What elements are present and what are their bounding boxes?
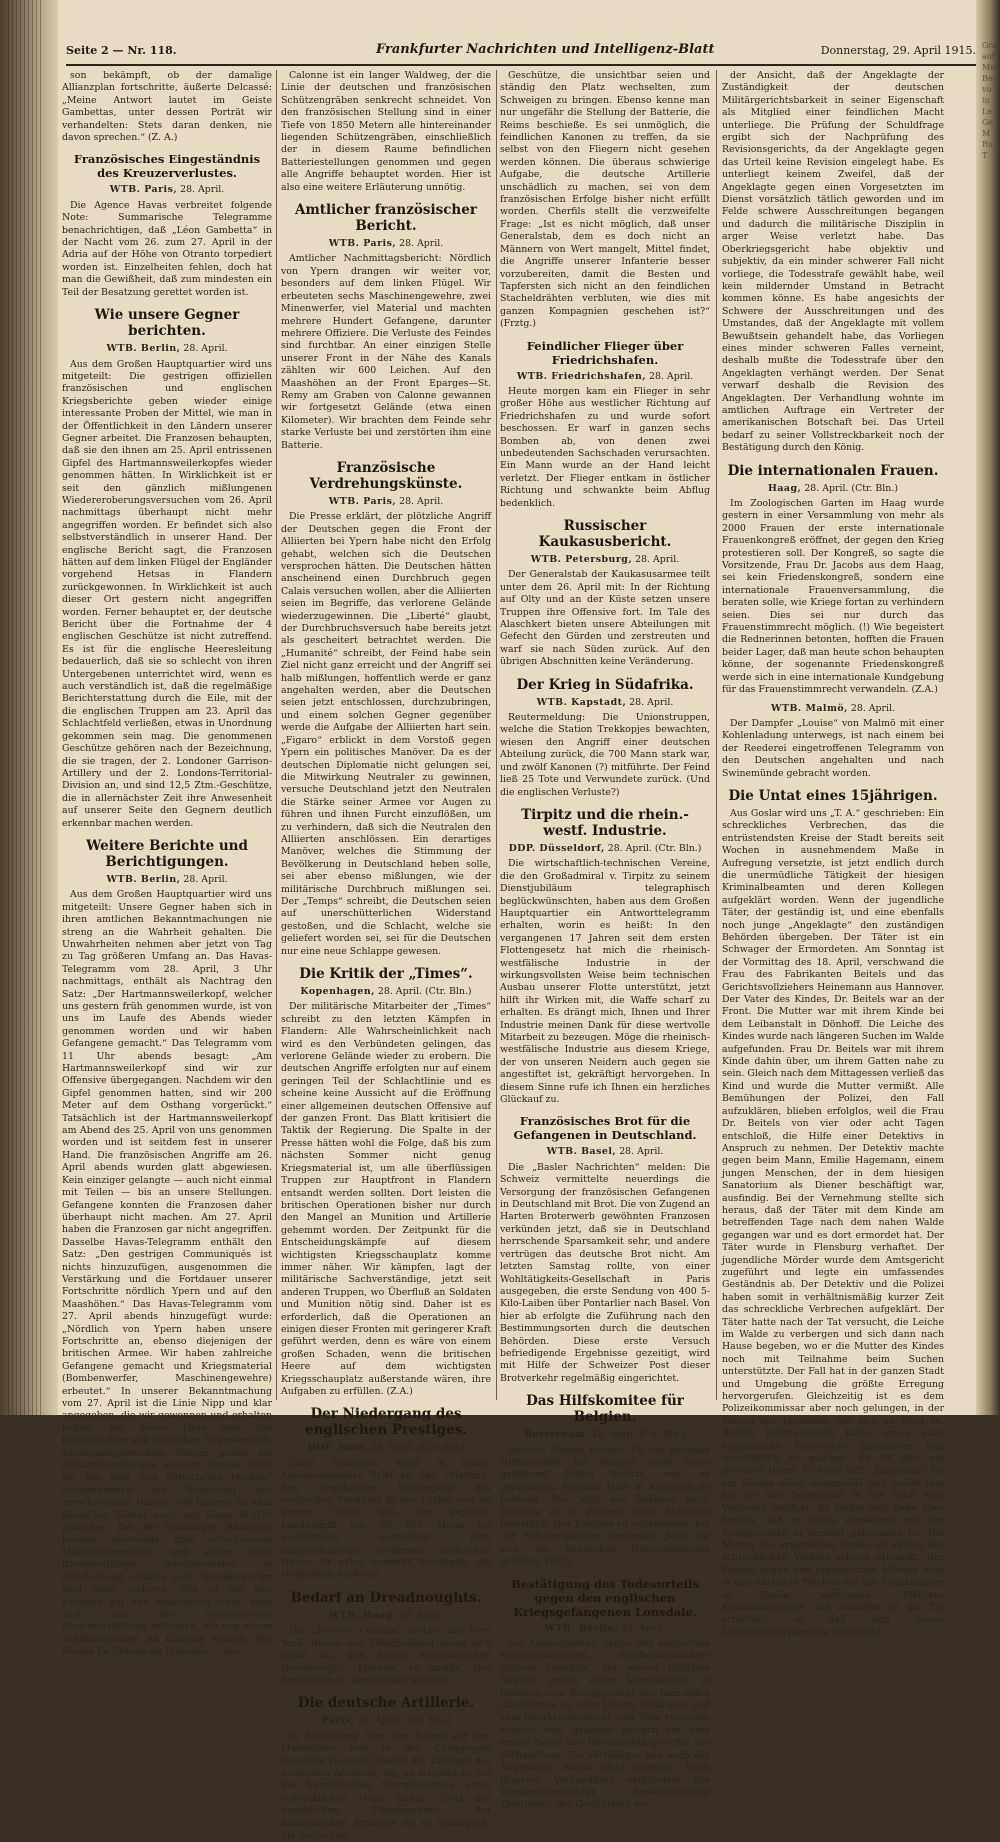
article-dateline bbox=[500, 1429, 710, 1441]
article-headline: Der Niedergang des englischen Prestiges. bbox=[305, 1406, 467, 1439]
article bbox=[281, 1590, 491, 1687]
page-number: Seite 2 — Nr. 118. bbox=[66, 44, 177, 57]
dateline-place: DDP. Düsseldorf, bbox=[508, 842, 605, 854]
article-dateline bbox=[500, 371, 710, 383]
article bbox=[62, 152, 272, 299]
article bbox=[500, 1393, 710, 1568]
article-dateline bbox=[281, 496, 491, 508]
article-headline: Der Krieg in Südafrika. bbox=[516, 676, 694, 693]
article-dateline bbox=[281, 1610, 491, 1622]
dateline-place: WTB. Berlin, bbox=[106, 873, 181, 885]
dateline-date: 28. April. bbox=[850, 702, 896, 714]
article bbox=[500, 339, 710, 510]
dateline-date: 28. April. (Ctr. Bln.) bbox=[377, 986, 472, 997]
article-body: son bekämpft, ob der damalige Allianzplan fortschritte, äußerte Delcassé: „Meine Antwort lautet im Geiste Gambettas, unter dessen Porträt wir verhandelten: Stets daran denken, nie davon sprechen.“ (Z. A.) bbox=[62, 70, 272, 144]
column-rule bbox=[276, 70, 277, 1400]
dateline-place: WTB. Berlin, bbox=[544, 1622, 619, 1634]
article-headline: Das Hilfskomitee für Belgien. bbox=[526, 1393, 684, 1426]
dateline-date: 28. April. (Ctr. Bln.) bbox=[607, 842, 702, 854]
adjacent-page-strip: Gra auf Mei Bei vo in Le Ge M Ru T bbox=[982, 41, 998, 160]
article-headline: Die Kritik der „Times“. bbox=[299, 966, 473, 982]
article-headline: Französisches Brot für die Gefangenen in Deutschland. bbox=[513, 1114, 697, 1143]
article bbox=[62, 307, 272, 830]
article-body: Amtlicher Nachmittagsbericht: Nördlich von Ypern drangen wir weiter vor, besonders auf dem linken Flügel. Wir erbeuteten sechs Maschinengewehre, zwei Minenwerfer, viel Material und machten mehrere Hundert Gefangene, darunter mehrere Offiziere. Die Verluste des Feindes sind furchtbar. An einer einzigen Stelle unserer Front in der Nähe des Kanals zählten wir 600 Leichen. Auf den Maashöhen an der Front Eparges—St. Remy am Graben von Calonne gewannen wir fortgesetzt Gelände (etwa einen Kilometer). Wir brachten dem Feinde sehr starke Verluste bei und zerstörten ihm eine Batterie. bbox=[281, 253, 491, 451]
article-dateline bbox=[500, 697, 710, 709]
article-body: Carlo Scarfoglio stellt in einem Konstantinopeler Brief an den „Mattino“ den ungeheuren Niedergang des englischen Prestiges in der Türkei und im ganzen Orient fest. Der geplante Landangriff mit 80 000 Mann sei aussichtslos gegenüber dem ausgezeichneten modernen türkischen Heere. Er gehe, bemerkt Scarfoglio, die Hegemonie verloren. bbox=[281, 1457, 491, 1581]
article-dateline bbox=[281, 1442, 491, 1454]
article-headline: Wie unsere Gegner berichten. bbox=[94, 307, 240, 340]
article-headline: Die Untat eines 15jährigen. bbox=[728, 787, 938, 804]
article-body: Aus Goslar wird uns „T. A.“ geschrieben: Ein schreckliches Verbrechen, das die entrüstendsten Kreise der Stadt bereits seit Wochen in ausnehmendem Maße in Aufregung versetzte, ist jetzt endlich durch die unermüdliche Tätigkeit der hiesigen Kriminalbeamten und deren Kollegen aufgeklärt worden. Wenn der jugendliche Täter, der geständig ist, und eine ebenfalls noch junge „Angeklagte“ den zuständigen Behörden übergeben. Der Täter ist ein Schwager der Ermordeten. Am Sonntag ist der Vormittag des 18. April, verschwand die Frau des Fabrikanten Beitels und das Gerichtsvollziehers Heinemann aus Hannover. Der Vater des Kindes, Dr. Beitels war an der Front. Die Mutter war mit ihrem Kinde bei dem Leibanstalt in Dönhoff. Die Leiche des Kindes wurde nach längeren Suchen im Walde aufgefunden. Frau Dr. Beitels war mit ihrem Kinde dahin über, um ihrem Gatten nahe zu sein. Gleich nach dem Mittagessen verließ das Kind und wurde die Mutter vermißt. Alle Bemühungen der Polizei, den Fall aufzuklären, blieben erfolglos, weil die Frau Dr. Beitels von vier oder acht Tagen entschloß, die Hilfe einer Detektivs in Anspruch zu nehmen. Der Detektiv machte gegen beim Mann, Emilie Hagemann, einem jungen Menschen, der in dem hiesigen Sanatorium als Diener beschäftigt war, ausfindig. Bei der Vernehmung stellte sich heraus, daß der Täter mit dem Kinde am betreffenden Tage nach dem nahen Walde gegangen war und es dort ermordet hat. Der Täter wurde in Flensburg verhaftet. Der jugendliche Mörder wurde dem Amtsgericht zugeführt und legte ein umfassendes Geständnis ab. Der Detektiv und die Polizei haben somit in verhältnismäßig kurzer Zeit das schreckliche Verbrechen aufgeklärt. Der Täter hatte nach der Tat versucht, die Leiche im Walde zu verbergen und sich dann nach Hause begeben, wo er die Mutter des Kindes noch mit Teilnahme beim Suchen unterstützte. Der Fall hat in der ganzen Stadt und Umgebung die größte Erregung hervorgerufen. Gleichzeitig ist es dem Polizeikommissar aber noch gelungen, in der Person des Detektivs, der sich an Frau Dr. Beitels herangemacht hatte, einen ganz abgefeimten Verbrecher abzufassen und unschädlich zu machen. Es ist dies ein gewisser Harm. Er hatte sich „Ingenieur“ für ein Straße eines Automobils und wollte ihm bei für ihre Jahreskraft in der Stadt eine Wohnung eröffnet. Es stellte sich dann aber heraus, daß er schon wiederholt mit den Strafgesetzen in Konflikt gekommen ist. Die Mutter des ermordeten Kindes ist infolge des schrecklichen Vorfalls schwer erkrankt. Der Prozeß gegen den jugendlichen Mörder wird in den nächsten Wochen vor der Strafkammer in Goslar stattfinden. Mehrere Kriminalbeamten und Sanitäter in die Tat ermitteln, so daß sich dieses Unterhaltungskomitee einschiebt. bbox=[722, 807, 944, 1638]
article-headline: Französisches Eingeständnis des Kreuzerverlustes. bbox=[73, 152, 261, 181]
article-headline: Weitere Berichte und Berichtigungen. bbox=[86, 837, 248, 870]
dateline-place: WTB. Petersburg, bbox=[530, 554, 633, 565]
article-body: Reuters Bureau meldet: Da das neutrale Hilfskomitee für Belgien nicht mehr genügend Mittel besitzt, war es gezwungen, England Hilfe in Anspruch zu nehmen. Wie jetzt nur bekannt wird, bedürfte es in Zukunft einer Millionen monatlich. Das Komitee ist vollkommen, bei der Schwierigkeiten bemessen. Jetzt hat sich ein englisches Nationalkomitee gebildet. (W.T.) bbox=[500, 1444, 710, 1568]
article-body: Aus dem Großen Hauptquartier wird uns mitgeteilt: Unsere Gegner haben sich in ihren amtlichen Bekanntmachungen nie streng an die Wahrheit gehalten. Die Unwahrheiten nehmen aber jetzt von Tag zu Tag größeren Umfang an. Das Havas-Telegramm vom 28. April, 3 Uhr nachmittags, enthält als Nachtrag den Satz: „Der Hartmannsweilerkopf, welcher uns gestern früh genommen wurde, ist von uns im Laufe des Abends wieder genommen worden und wir haben Gefangene gemacht.“ Das Telegramm vom 11 Uhr abends besagt: „Am Hartmannsweilerkopf sind wir zur Offensive übergegangen. Nachdem wir den Gipfel genommen hatten, sind wir 200 Meter auf dem Osthang vorgerückt.“ Tatsächlich ist der Hartmannsweilerkopf am Abend des 25. April von uns genommen worden und ist seitdem fest in unserer Hand. Die französischen Angriffe am 26. April abends wurden glatt abgewiesen. Kein einziger gelangte — auch nicht einmal mit Teilen — bis an unsere Stellungen. Gefangene konnten die Franzosen daher überhaupt nicht machen. Am 27. April haben die Franzosen gar nicht angegriffen. Dasselbe Havas-Telegramm enthält den Satz: „Den gestrigen Communiqués ist nichts hinzuzufügen, ausgenommen die Verstärkung und die Fortdauer unserer Fortschritte nördlich Ypern und auf den Maashöhen.“ Das Havas-Telegramm vom 27. April abends hinzugefügt wurde: „Nördlich von Ypern haben unsere Fortschritte an, ebenso diejenigen der britischen Armee. Wir haben zahlreiche Gefangene gemacht und Kriegsmaterial (Bombenwerfer, Maschinengewehre) erbeutet.“ In unserer Bekanntmachung vom 27. April ist die Linie Nipp und klar angegeben, die wir gewonnen und erhalten haben. Vor dieser Linie sind alle französischen und britischen Gegenangriffe zusammengebrochen. Warum geben die Bekanntmachungen unserer Gegner nicht an, wie weit ihre Fortschritte reichen? Ausgenommen die Besetzung der zerschossenen Häuser von Lizerne ist kein deutscher Soldat auch nur einen Schritt gewichen. Bei der freiwilligen Räumung können allerdings drei zerschossene Maschinengewehre und einige nicht transportfähige Bombenwerfer in Feindeshand gefallen sein. Bombenwerfer sind nicht verloren. Wie es mit den Erfolgen auf den Maashöhen steht, folgt sich aus der französischen Berichterstattung erkennen, die von einem Schützengraben an Calonne spricht. Die Straße La Grande de Tranchée — bei bbox=[62, 889, 272, 1658]
article bbox=[281, 202, 491, 452]
dateline-place: WTB. Haag, bbox=[328, 1609, 397, 1621]
article-body: Der militärische Mitarbeiter der „Times“ schreibt zu den letzten Kämpfen in Flandern: Alle Wahrscheinlichkeit nach wird es den Verbündeten gelingen, das verlorene Gelände wieder zu erobern. Die deutschen Angriffe erfolgten nur auf einem geringen Teil der Schlachtlinie und es scheine keine Aussicht auf die Eröffnung einer allgemeinen deutschen Offensive auf der ganzen Front. Das Blatt kritisiert die Taktik der Regierung. Die Spalte in der Presse hätten wohl die Folge, daß bis zum nächsten Sommer nicht genug Kriegsmaterial ist, um alle überflüssigen Truppen zur Hauptfront in Flandern entsandt werden sollten. Dort leisten die britischen Operationen bisher nur durch den Mangel an Munition und Artillerie gehemmt worden. Der Zeitpunkt für die Entscheidungskämpfe auf diesem wichtigsten Kriegsschauplatz komme immer näher. Wir kämpfen, lagt der militärische Sachverständige, jetzt seit anderen Truppen, wo Überfluß an Soldaten und Munition nötig sind. Daher ist es erforderlich, daß die Operationen an einigen dieser Fronten mit geringerer Kraft geführt werden, denn es wäre von einem großen Schaden, wenn die britischen Heere auf dem wichtigsten Kriegsschauplatz außerstande wären, ihre Aufgaben zu erfüllen. (Z.A.) bbox=[281, 1001, 491, 1397]
issue-date: Donnerstag, 29. April 1915. bbox=[820, 44, 976, 57]
article-body: Heute morgen kam ein Flieger in sehr großer Höhe aus westlicher Richtung auf Friedrichshafen zu und wurde sofort beschossen. Er warf in ganzen sechs Bomben ab, von denen zwei unbedeutenden Sachschaden verursachten. Ein Mann wurde an der Hand leicht verletzt. Der Flieger entkam in östlicher Richtung und schwankte beim Abflug bedenklich. bbox=[500, 385, 710, 509]
article bbox=[281, 966, 491, 1398]
dateline-place: WTB. Friedrichshafen, bbox=[516, 370, 647, 382]
article bbox=[281, 1406, 491, 1581]
article bbox=[500, 1114, 710, 1385]
article-dateline bbox=[281, 986, 491, 998]
dateline-date: 28. April. bbox=[635, 554, 680, 565]
dateline-date: 28. April. bbox=[619, 1146, 664, 1158]
article-body: Reutermeldung: Die Unionstruppen, welche die Station Trekkopjes bewachten, wiesen den Angriff einer deutschen Abteilung zurück, die 700 Mann stark war, und zwölf Kanonen (?) mitführte. Der Feind ließ 25 Tote und Verwundete zurück. (Und die englischen Verluste?) bbox=[500, 712, 710, 798]
dateline-place: WTB. Kapstadt, bbox=[536, 696, 627, 708]
article-dateline bbox=[62, 343, 272, 355]
article bbox=[281, 1695, 491, 1842]
article-dateline bbox=[500, 1623, 710, 1635]
dateline-place: WTB. Paris, bbox=[328, 238, 397, 250]
binding-texture bbox=[8, 0, 44, 1415]
page-header bbox=[66, 40, 976, 66]
dateline-date: 28. April. bbox=[621, 1622, 666, 1634]
article-body: Die wirtschaftlich-technischen Vereine, die den Großadmiral v. Tirpitz zu seinem Dienstjubiläum telegraphisch beglückwünschten, haben aus dem Großen Hauptquartier ein Antworttelegramm erhalten, worin es heißt: In den vergangenen 17 Jahren seit dem ersten Flottengesetz hat mich die rheinisch-westfälische Industrie in der wirkungsvollsten Weise beim technischen Ausbau unserer Flotte unterstützt, jetzt hilft ihr Wirken mit, die Waffe scharf zu erhalten. Es drängt mich, Ihnen und Ihrer Industrie meinen Dank für diese wertvolle Mitarbeit zu bezeugen. Möge die rheinisch-westfälische Industrie aus diesem Kriege, der von unseren Neidern auch gegen sie angestiftet ist, gekräftigt hervorgehen. In diesem Sinne rufe ich Ihnen ein herzliches Glückauf zu. bbox=[500, 858, 710, 1106]
article bbox=[62, 70, 272, 144]
article-dateline bbox=[62, 874, 272, 886]
dateline-place: Paris, bbox=[321, 1715, 355, 1727]
dateline-date: 28. April. bbox=[180, 184, 225, 196]
article-headline: Amtlicher französischer Bericht. bbox=[295, 202, 477, 235]
article bbox=[281, 460, 491, 958]
article-body: Der Generalstab der Kaukasusarmee teilt unter dem 26. April mit: In der Richtung auf Olty und an der Küste setzen unsere Truppen ihre Offensive fort. Im Tale des Alaschkert bieten unsere Abteilungen mit Gefecht den Gürden und zerstreuten und warf sie nach Süden zurück. Auf den übrigen Abschnitten keine Veränderung. bbox=[500, 569, 710, 668]
article bbox=[722, 703, 944, 780]
dateline-date: 28. April. bbox=[629, 696, 674, 708]
article-headline: Feindlicher Flieger über Friedrichshafen. bbox=[526, 338, 684, 367]
dateline-date: 28. April. (Ctr. Bln.) bbox=[804, 482, 898, 494]
article-headline: Die deutsche Artillerie. bbox=[297, 1695, 475, 1712]
article-dateline bbox=[500, 843, 710, 855]
column-4 bbox=[722, 70, 944, 1638]
article-body: der Ansicht, daß der Angeklagte der Zuständigkeit der deutschen Militärgerichtsbarkeit in seiner Eigenschaft als Mitglied einer feindlichen Macht unterliege. Die Prüfung der Schuldfrage ergibt sich der Nachprüfung des Revisionsgerichts, da der Angeklagte gegen das Urteil keine Revision eingelegt habe. Es unterliegt keinem Zweifel, daß der Angeklagte gegen einen Vorgesetzten im Dienst vorsätzlich tätlich geworden und im Felde schwere Ausschreitungen begangen und dadurch die militärische Disziplin in arger Weise verletzt habe. Das Oberkriegsgericht habe objektiv und subjektiv, da ein minder schwerer Fall nicht vorliege, die Todesstrafe gewählt habe, weil kein mildernder Umstand in Betracht kommen könne. Es habe angesichts der Schwere der Ausschreitungen und des Umstandes, daß der Angeklagte mit vollem Bewußtsein gehandelt habe, das Vorliegen eines minder schweren Falles verneint, deshalb mußte die Todesstrafe über den Angeklagten verhängt werden. Der Senat verwarf deshalb die Revision des Angeklagten. Der Verhandlung wohnte im amtlichen Auftrage ein Vertreter der amerikanischen Botschaft bei. Das Urteil bedarf zu seiner Vollstreckbarkeit noch der Bestätigung durch den König. bbox=[722, 70, 944, 454]
dateline-place: WTB. Paris, bbox=[109, 184, 178, 196]
dateline-date: 28. April. bbox=[399, 495, 444, 507]
article bbox=[62, 838, 272, 1659]
article-headline: Russischer Kaukasusbericht. bbox=[538, 518, 672, 550]
article-body: Im Zoologischen Garten im Haag wurde gestern in einer Versammlung von mehr als 2000 Frauen der erste internationale Frauenkongreß eröffnet, der gegen den Krieg protestieren soll. Der Kongreß, so sagte die Vorsitzende, Frau Dr. Jacobs aus dem Haag, sei kein Friedenskongreß, sondern eine internationale Frauenversammlung, die beraten solle, wie Kriege fortan zu verhindern seien. Dies sei nur durch das Frauenstimmrecht möglich. (!) Wie begeistert die Rednerinnen betonten, hofften die Frauen beider Lager, daß man heute schon behaupten könne, der sogenannte Friedenskongreß werde sich in eine internationale Kundgebung für das Frauenstimmrecht verwandeln. (Z.A.) bbox=[722, 498, 944, 696]
article-body: Geschütze, die unsichtbar seien und ständig den Platz wechselten, zum Schweigen zu bringen. Ebenso kenne man nur ungefähr die Stellung der Batterie, die Reims beschieße. Es sei unmöglich, die feindlichen Kanonen zu treffen, da sie selbst von den Fliegern nicht gesehen werden können. Die überaus schwierige Aufgabe, die deutsche Artillerie unschädlich zu machen, sei von dem französischen Erfolge bisher nicht erfüllt worden. Cherfils stellt die verzweifelte Frage: „Ist es nicht möglich, daß unser Generalstab, dem es doch nicht an Männern von Wert mangelt, Mittel findet, die Angriffe unserer Infanterie besser vorzubereiten, damit die Besten und Tapfersten sich nicht an den feindlichen Stacheldrähten verbluten, wie dies mit ganzen Kompagnien geschehen ist?“ (Frztg.) bbox=[500, 70, 710, 330]
column-rule bbox=[496, 70, 497, 1400]
article-body: Aus dem Großen Hauptquartier wird uns mitgeteilt: Die gestrigen offiziellen französischen und englischen Kriegsberichte geben wieder einige interessante Proben der Mittel, wie man in der Öffentlichkeit in den Ländern unserer Gegner arbeitet. Die Franzosen behaupten, daß sie den ihnen am 25. April entrissenen Gipfel des Hartmannsweilerkopfes wieder genommen hätten. In Wirklichkeit ist er seit den gänzlich mißlungenen Wiedereroberungsversuchen vom 26. April nachmittags überhaupt nicht mehr angegriffen worden. Er befindet sich also selbstverständlich in unserer Hand. Der englische Bericht sagt, die Franzosen hätten auf dem linken Flügel der Engländer vorgehend Hetsas in Flandern zurückgewonnen. In Wirklichkeit ist auch dieser Ort gestern nicht angegriffen worden. Ferner behauptet er, der deutsche Bericht über die Fortnahme der 4 englischen Geschütze ist nicht zutreffend. Es ist für die englische Heeresleitung bedauerlich, daß sie so schlecht von ihren Untergebenen unterrichtet wird, wenn es auch verständlich ist, daß die regelmäßige Berichterstattung durch die Eile, mit der die englischen Truppen am 23. April das Schlachtfeld verließen, etwas in Unordnung gekommen sein mag. Die genommenen Geschütze gehören nach der Bezeichnung, die sie tragen, der 2. Londoner Garrison-Artillery und der 2. Londons-Territorial-Division an, und sind 12,5 Ztm.-Geschütze, die in allernächster Zeit ihre Anwesenheit auf unserer Seite den Gegnern deutlich erkennbar machen werden. bbox=[62, 358, 272, 829]
article-dateline bbox=[62, 184, 272, 196]
article bbox=[281, 70, 491, 194]
article bbox=[500, 518, 710, 669]
article bbox=[722, 788, 944, 1639]
article bbox=[500, 70, 710, 331]
article-dateline bbox=[500, 1146, 710, 1158]
dateline-place: WTB. Berlin, bbox=[106, 343, 181, 355]
article-body: Der „Nieuwe Courant“ meldet aus New York: Italien und Griechenland boten sich beide an, den neuen argentinischen Dreadnought „Moreno“ zu kaufen. Das Anerbieten ist abgewiesen worden. bbox=[281, 1625, 491, 1686]
article bbox=[500, 807, 710, 1107]
article bbox=[500, 677, 710, 799]
article-dateline bbox=[281, 238, 491, 250]
article-body: Die „Basler Nachrichten“ melden: Die Schweiz vermittelte neuerdings die Versorgung der französischen Gefangenen in Deutschland mit Brot. Die von Zugend an Harten Broterwerb gewöhnten Franzosen verkünden jetzt, daß sie in Deutschland herrschende Sparsamkeit sehr, und andere vertrügen das deutsche Brot nicht. Am letzten Samstag rollte, von einer Wohltätigkeits-Gesellschaft in Paris ausgegeben, die erste Sendung von 400 5-Kilo-Laiben über Pontarlier nach Basel. Von hier ab erfolgte die Zuführung nach den Bestimmungsorten durch die deutschen Behörden. Diese erste Versuch befriedigende Ergebnisse gezeitigt, wird mit Hilfe der Schweizer Post dieser Brotverkehr regelmäßig eingerichtet. bbox=[500, 1161, 710, 1384]
article-headline: Die internationalen Frauen. bbox=[727, 462, 939, 479]
article bbox=[500, 1577, 710, 1812]
dateline-date: 28. April. (Ctr. Bln.) bbox=[591, 1429, 686, 1441]
article-body: Calonne ist ein langer Waldweg, der die Linie der deutschen und französischen Schützengräben senkrecht schneidet. Von den französischen Stellung sind in einer Tiefe von 1850 Metern alle hintereinander liegenden Schützengräben, einschließlich der in diesem Raume befindlichen Batteriestellungen genommen und gegen alle Angriffe behauptet worden. Hier ist also eine weitere Erläuterung unnötig. bbox=[281, 70, 491, 193]
dateline-date: 28. April. (Ctr. Bln.) bbox=[370, 1442, 465, 1454]
article-body: In Erörterung über den Kampf auf den Maashöhen und in der Champagne bespricht General Cherfils die Tätigkeit der deutschen Artillerie, die, so schreibt er, bei die französischen Sturmkolonnen unter schrecklichen Feuer nahm. Trotz der angeblichen Überlegenheit der französischen Artillerie ist es unmöglich, die deutschen bbox=[281, 1730, 491, 1841]
article-body: Die Presse erklärt, der plötzliche Angriff der Deutschen gegen die Front der Alliierten bei Ypern habe nicht den Erfolg gehabt, welchen sich die Deutschen versprochen hätten. Die Deutschen hätten anscheinend einen Durchbruch gegen Calais versuchen wollen, aber die Alliierten seien im Begriffe, das verlorene Gelände wiederzugewinnen. Die „Liberté“ glaubt, der Durchbruchsversuch habe bereits jetzt als gescheitert betrachtet werden. Die „Humanité“ schreibt, der Feind habe sein Ziel nicht ganz erreicht und der Angriff sei halb mißlungen, hoffentlich werde er ganz angehalten werden, aber die Deutschen seien jetzt entschlossen, durchzubringen, und einem solchen Gegner gegenüber werde die Aufgabe der Alliierten hart sein. „Figaro“ erblickt in dem Vorstoß gegen Ypern ein politisches Manöver. Da es der deutschen Diplomatie nicht gelungen sei, die Mitwirkung Neutraler zu gewinnen, versuche Deutschland jetzt den Neutralen die Stärke seiner Armee vor Augen zu führen und ihnen Furcht einzuflößen, um zu verhindern, daß sich die Neutralen den Alliierten anschlössen. Ein derartiges Manöver, welches die Stimmung der Bevölkerung in Deutschland heben solle, sei aber ebenso mißlungen, wie der militärische Durchbruch mißlungen sei. Der „Temps“ schreibt, die Deutschen seien auf unerschütterlichen Widerstand gestoßen, und die Schlacht, welche sie geliefert worden sei, sei für die Deutschen nur eine neue Schlappe gewesen. bbox=[281, 511, 491, 957]
dateline-date: 28. April. bbox=[183, 343, 228, 355]
article-dateline bbox=[722, 703, 944, 715]
article-body: Die Angelegenheit gegen den englischen Kriegsgefangenen, Straßenbahnfahrer William Lonsdale, der wegen tätlichen Angriffs gegen einen Vorgesetzten in Döberitz vom Kriegsgericht des immobilen Gardekorps zu zehn Jahren Gefängnis und vom Oberkriegsgericht zum Tode verurteilt worden war, gelangte gestern vor dem ersten Senat des Reichsmilitärgerichts zur Verhandlung. Ein Verteidiger und auch der Angeklagte waren nicht zugegen. Nach längerer Verhandlung verkündete der Verhandlungsführer, Senatspräsident Thielmann, der Gerichtshof sei bbox=[500, 1638, 710, 1811]
article-headline: Bestätigung des Todesurteils gegen den englischen Kriegsgefangenen Lonsdale. bbox=[511, 1576, 699, 1619]
article-body: Die Agence Havas verbreitet folgende Note: Summarische Telegramme benachrichtigen, daß „Léon Gambetta“ in der Nacht vom 26. zum 27. April in der Adria auf der Höhe von Otranto torpediert worden ist. Einzelheiten fehlen, doch hat man die Gewißheit, daß zum mindesten ein Teil der Besatzung gerettet worden ist. bbox=[62, 199, 272, 298]
dateline-date: 28. April. bbox=[399, 238, 444, 250]
article bbox=[722, 463, 944, 697]
column-rule bbox=[716, 70, 717, 1400]
article-dateline bbox=[281, 1715, 491, 1727]
book-binding bbox=[0, 0, 58, 1415]
article-headline: Französische Verdrehungskünste. bbox=[309, 459, 463, 492]
dateline-place: DDP. Rom, bbox=[307, 1442, 368, 1454]
dateline-date: 28. April. bbox=[649, 370, 694, 382]
dateline-place: Haag, bbox=[768, 482, 802, 494]
dateline-place: WTB. Malmö, bbox=[770, 702, 848, 714]
dateline-date: 28. April. bbox=[183, 873, 228, 885]
dateline-place: WTB. Basel, bbox=[546, 1146, 617, 1158]
column-3 bbox=[500, 70, 710, 1811]
dateline-place: Kopenhagen, bbox=[300, 986, 375, 997]
column-1 bbox=[62, 70, 272, 1658]
dateline-place: Rotterdam, bbox=[524, 1429, 589, 1441]
masthead-title: Frankfurter Nachrichten und Intelligenz-Blatt bbox=[376, 42, 715, 57]
article-headline: Bedarf an Dreadnoughts. bbox=[290, 1589, 482, 1606]
dateline-place: WTB. Paris, bbox=[328, 495, 397, 507]
article-dateline bbox=[500, 554, 710, 566]
column-2 bbox=[281, 70, 491, 1841]
article-headline: Tirpitz und die rhein.-westf. Industrie. bbox=[521, 806, 689, 839]
dateline-date: 28. April. bbox=[399, 1609, 444, 1621]
article-dateline bbox=[722, 483, 944, 495]
article-body: Der Dampfer „Louise“ von Malmö mit einer Kohlenladung unterwegs, ist nach einem bei der Reederei eingetroffenen Telegramm von den Deutschen angehalten und nach Swinemünde gebracht worden. bbox=[722, 717, 944, 779]
article bbox=[722, 70, 944, 455]
dateline-date: 28. April. (Ctr. Bln.) bbox=[357, 1715, 451, 1727]
